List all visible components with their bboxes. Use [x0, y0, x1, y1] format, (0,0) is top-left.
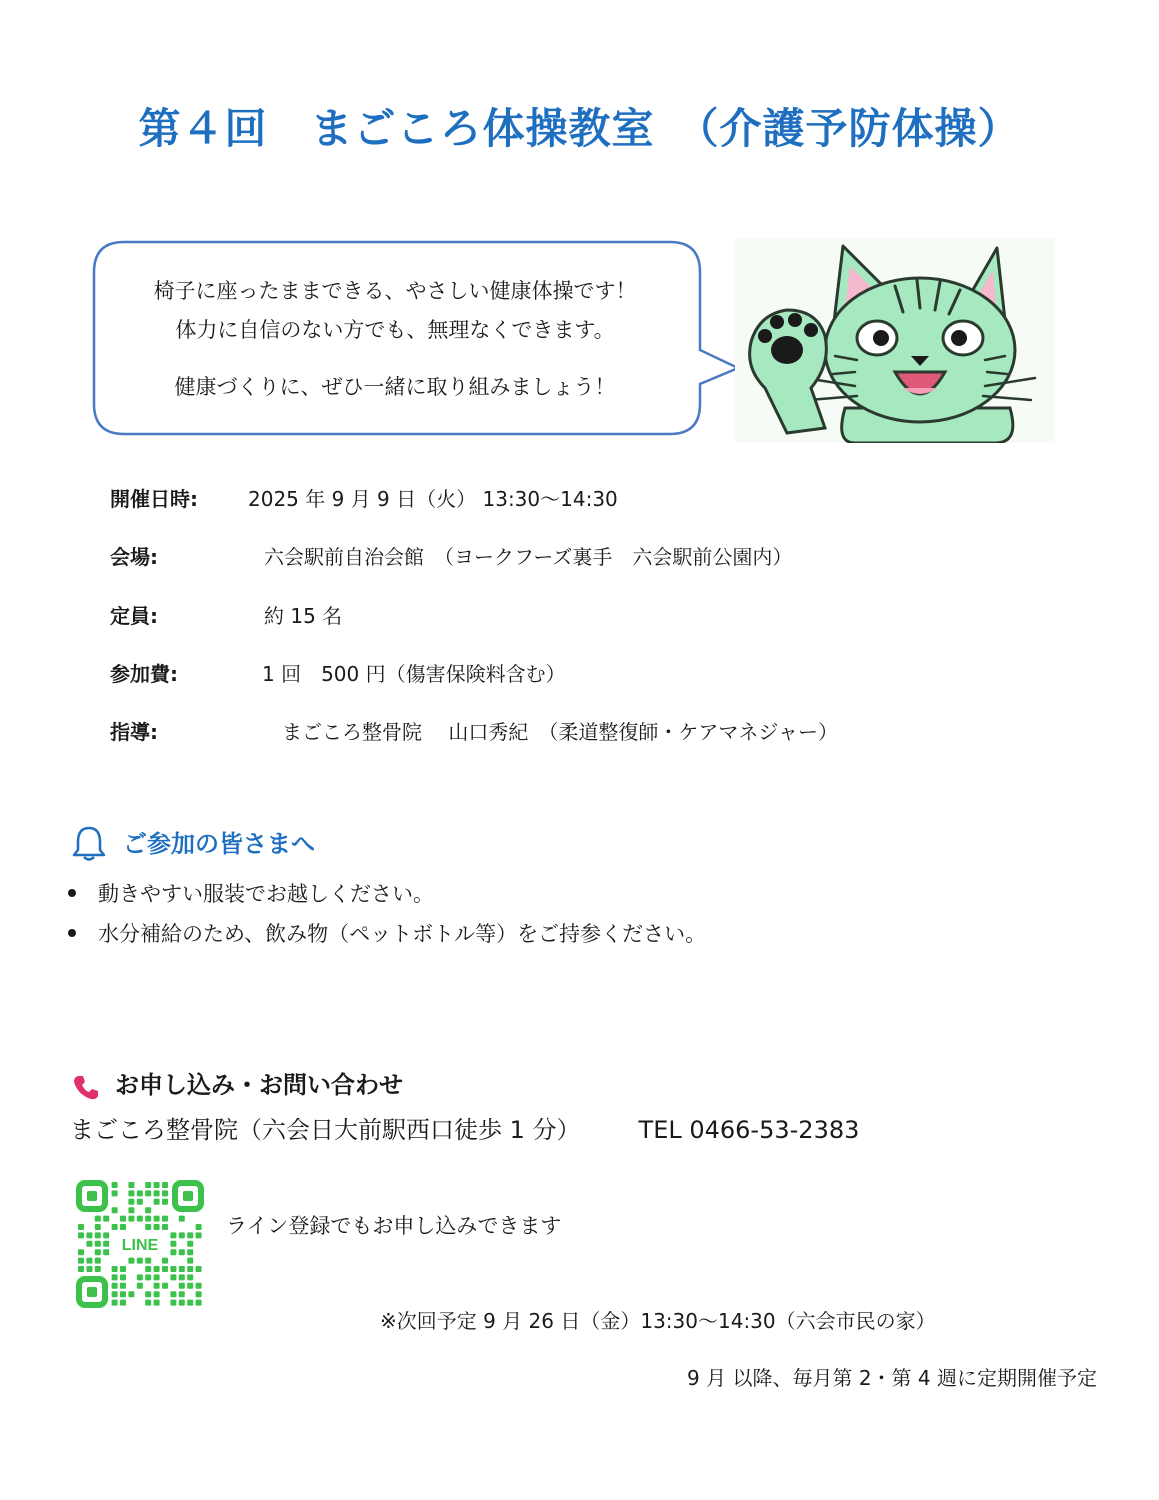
qr-module: [162, 1283, 168, 1289]
qr-module: [120, 1266, 126, 1272]
qr-module: [154, 1216, 160, 1222]
qr-module: [120, 1291, 126, 1297]
notice-item-2: 水分補給のため、飲み物（ペットボトル等）をご持参ください。: [98, 922, 707, 946]
qr-module: [137, 1258, 143, 1264]
phone-icon: [72, 1073, 100, 1101]
qr-module: [145, 1207, 151, 1213]
qr-module: [145, 1266, 151, 1272]
qr-module: [78, 1249, 84, 1255]
info-label-instructor: 指導:: [110, 720, 158, 744]
qr-module: [196, 1300, 202, 1306]
qr-module: [103, 1232, 109, 1238]
notice-heading: ご参加の皆さまへ: [123, 830, 315, 858]
qr-module: [112, 1274, 118, 1280]
qr-module: [112, 1224, 118, 1230]
bullet-icon: [68, 929, 76, 937]
list-item: [68, 918, 706, 948]
qr-module: [154, 1291, 160, 1297]
info-label-capacity: 定員:: [110, 604, 158, 628]
info-label-datetime: 開催日時:: [110, 487, 198, 511]
qr-module: [78, 1232, 84, 1238]
qr-module: [128, 1291, 134, 1297]
qr-module: [196, 1224, 202, 1230]
qr-module: [162, 1224, 168, 1230]
qr-module: [128, 1199, 134, 1205]
line-registration-text: ライン登録でもお申し込みできます: [226, 1214, 562, 1238]
qr-module: [137, 1216, 143, 1222]
qr-module: [95, 1224, 101, 1230]
qr-module: [170, 1232, 176, 1238]
qr-module: [95, 1241, 101, 1247]
qr-module: [86, 1258, 92, 1264]
info-value-venue: 六会駅前自治会館 （ヨークフーズ裏手 六会駅前公園内）: [264, 545, 793, 569]
qr-module: [196, 1232, 202, 1238]
contact-clinic: まごころ整骨院（六会日大前駅西口徒歩 1 分）: [70, 1116, 581, 1144]
qr-module: [179, 1283, 185, 1289]
info-value-fee: 1 回 500 円（傷害保険料含む）: [262, 662, 566, 686]
info-label-venue: 会場:: [110, 545, 158, 569]
qr-module: [137, 1283, 143, 1289]
qr-module: [137, 1190, 143, 1196]
qr-module: [187, 1274, 193, 1280]
qr-module: [154, 1199, 160, 1205]
qr-module: [103, 1249, 109, 1255]
qr-module: [78, 1258, 84, 1264]
qr-module: [196, 1283, 202, 1289]
contact-tel[interactable]: TEL 0466-53-2383: [638, 1116, 860, 1144]
contact-heading: お申し込み・お問い合わせ: [115, 1071, 403, 1099]
list-item: [68, 878, 434, 908]
qr-line-label: LINE: [121, 1237, 159, 1254]
qr-module: [120, 1283, 126, 1289]
line-qr-code[interactable]: [74, 1178, 206, 1310]
qr-module: [154, 1283, 160, 1289]
bubble-text-line1: 椅子に座ったままできる、やさしい健康体操です！: [153, 279, 637, 303]
qr-module: [187, 1300, 193, 1306]
qr-module: [128, 1190, 134, 1196]
qr-module: [154, 1266, 160, 1272]
qr-module: [170, 1241, 176, 1247]
qr-module: [179, 1232, 185, 1238]
qr-module: [162, 1182, 168, 1188]
qr-module: [170, 1266, 176, 1272]
qr-module: [137, 1199, 143, 1205]
qr-module: [120, 1224, 126, 1230]
qr-module: [187, 1232, 193, 1238]
qr-module: [154, 1190, 160, 1196]
qr-module: [145, 1274, 151, 1280]
waving-cat-illustration: [735, 238, 1055, 443]
qr-module: [170, 1249, 176, 1255]
qr-module: [187, 1266, 193, 1272]
qr-module: [145, 1216, 151, 1222]
qr-module: [86, 1266, 92, 1272]
qr-module: [162, 1199, 168, 1205]
qr-module: [120, 1274, 126, 1280]
qr-module: [145, 1291, 151, 1297]
qr-module: [170, 1274, 176, 1280]
qr-module: [145, 1182, 151, 1188]
page-title: 第４回 まごころ体操教室 （介護予防体操）: [138, 104, 1021, 153]
qr-module: [179, 1216, 185, 1222]
qr-module: [95, 1266, 101, 1272]
qr-module: [78, 1266, 84, 1272]
qr-module: [128, 1216, 134, 1222]
qr-module: [112, 1291, 118, 1297]
qr-module: [95, 1258, 101, 1264]
qr-module: [112, 1207, 118, 1213]
qr-module: [103, 1216, 109, 1222]
qr-module: [162, 1258, 168, 1264]
qr-module: [120, 1216, 126, 1222]
qr-module: [103, 1241, 109, 1247]
notice-item-1: 動きやすい服装でお越しください。: [98, 882, 434, 906]
bubble-text-line2: 体力に自信のない方でも、無理なくできます。: [175, 318, 615, 342]
qr-module: [196, 1291, 202, 1297]
qr-module: [145, 1258, 151, 1264]
qr-module: [154, 1274, 160, 1280]
qr-module: [112, 1182, 118, 1188]
qr-module: [170, 1300, 176, 1306]
qr-module: [179, 1274, 185, 1280]
qr-module: [86, 1241, 92, 1247]
qr-module: [112, 1266, 118, 1272]
qr-module: [162, 1216, 168, 1222]
info-value-datetime: 2025 年 9 月 9 日（火） 13:30～14:30: [248, 487, 618, 511]
qr-module: [179, 1249, 185, 1255]
bell-icon: [72, 824, 106, 862]
info-value-instructor: まごころ整骨院 山口秀紀 （柔道整復師・ケアマネジャー）: [282, 720, 838, 744]
qr-module: [196, 1266, 202, 1272]
qr-module: [170, 1291, 176, 1297]
schedule-note: 9 月 以降、毎月第 2・第 4 週に定期開催予定: [687, 1366, 1097, 1390]
qr-module: [112, 1300, 118, 1306]
qr-module: [162, 1266, 168, 1272]
qr-module: [179, 1266, 185, 1272]
qr-module: [154, 1182, 160, 1188]
qr-module: [145, 1224, 151, 1230]
qr-module: [120, 1300, 126, 1306]
qr-module: [179, 1291, 185, 1297]
contact-details: [70, 1110, 859, 1145]
qr-module: [154, 1224, 160, 1230]
qr-module: [154, 1300, 160, 1306]
qr-module: [145, 1300, 151, 1306]
qr-module: [179, 1300, 185, 1306]
qr-module: [187, 1241, 193, 1247]
qr-module: [78, 1224, 84, 1230]
qr-module: [95, 1216, 101, 1222]
qr-module: [162, 1190, 168, 1196]
qr-module: [86, 1232, 92, 1238]
qr-module: [187, 1283, 193, 1289]
qr-module: [128, 1182, 134, 1188]
info-value-capacity: 約 15 名: [264, 604, 343, 628]
qr-module: [128, 1207, 134, 1213]
qr-module: [128, 1258, 134, 1264]
qr-module: [145, 1190, 151, 1196]
qr-module: [137, 1274, 143, 1280]
next-session-note: ※次回予定 9 月 26 日（金）13:30～14:30（六会市民の家）: [380, 1309, 936, 1333]
qr-module: [187, 1249, 193, 1255]
info-label-fee: 参加費:: [110, 662, 178, 686]
bullet-icon: [68, 889, 76, 897]
qr-module: [95, 1232, 101, 1238]
qr-module: [187, 1258, 193, 1264]
qr-module: [112, 1190, 118, 1196]
qr-module: [112, 1283, 118, 1289]
bubble-text-line3: 健康づくりに、ぜひ一緒に取り組みましょう！: [174, 375, 616, 399]
qr-module: [95, 1249, 101, 1255]
